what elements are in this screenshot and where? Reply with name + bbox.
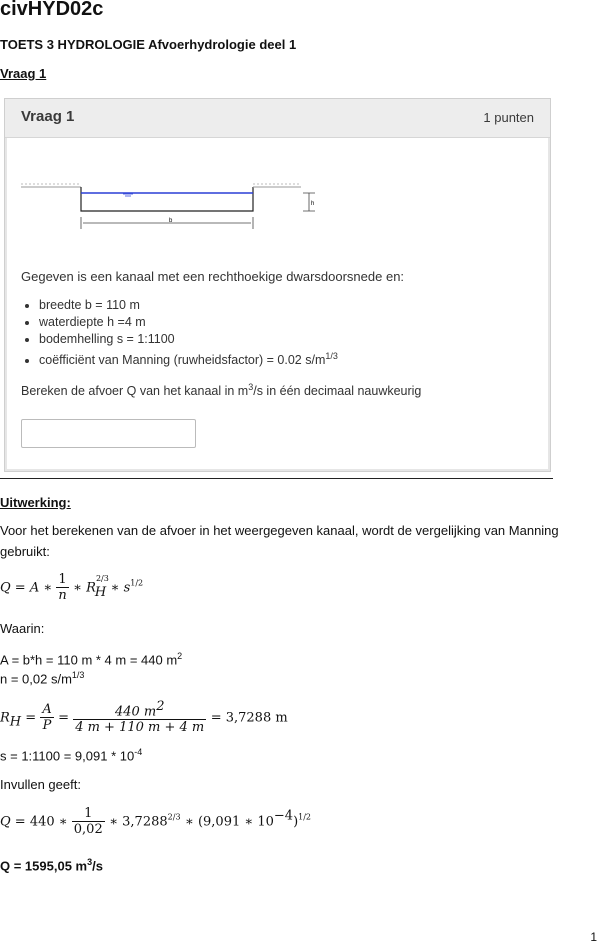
given-values-list: [21, 297, 338, 369]
question-card: [4, 98, 551, 472]
roughness-value: n = 0,02 $s/m^{1/3}$: [0, 670, 85, 687]
answer-input[interactable]: [21, 419, 196, 448]
list-item: • breedte b = 110 m: [39, 297, 338, 314]
list-item: • waterdiepte h =4 m: [39, 314, 338, 331]
slope-calculation: s = 1:1100 = $9,091 * 10^{-4}$: [0, 747, 143, 764]
where-label: Waarin:: [0, 621, 45, 636]
solution-intro-line-1: Voor het berekenen van de afvoer in het weergegeven kanaal, wordt de vergelijking van Manning: [0, 523, 559, 538]
substituted-formula: Q = 440 ∗ $\frac{1}{0,02}$ ∗ $3,7288^{2/3}$ ∗ (9,091 ∗ $10^{-4})^{1/2}$: [0, 806, 312, 837]
document-subtitle: TOETS 3 HYDROLOGIE Afvoerhydrologie deel 1: [0, 37, 297, 52]
question-prompt: Bereken de afvoer Q van het kanaal in $m^3/s$ in één decimaal nauwkeurig: [21, 382, 422, 399]
manning-formula: Q = A ∗ $\frac{1}{n}$ ∗ $R^{2/3}_H$ ∗ $s^{1/2}$: [0, 572, 144, 603]
divider: [0, 478, 553, 479]
question-intro: Gegeven is een kanaal met een rechthoekige dwarsdoorsnede en:: [21, 269, 405, 284]
question-title: Vraag 1: [21, 108, 75, 125]
question-reference: Vraag 1: [0, 66, 47, 81]
width-label: b: [169, 218, 173, 224]
final-result: Q = 1595,05 $m^3/s$: [0, 857, 103, 874]
hydraulic-radius-formula: $R_H$ = $\frac{A}{P}$ = $\frac{440 m^2}{4 m + 110 m + 4 m}$ = 3,7288 m: [0, 699, 288, 736]
height-label: h: [311, 201, 315, 207]
solution-intro-line-2: gebruikt:: [0, 544, 50, 559]
question-points: 1 punten: [483, 110, 534, 125]
question-card-header: [5, 99, 550, 138]
document-title: civHYD02c: [0, 0, 104, 20]
solution-heading: Uitwerking:: [0, 495, 71, 510]
area-calculation: A = b*h = 110 m * 4 m = 440 $m^2$: [0, 651, 183, 668]
list-item: • coëfficiënt van Manning (ruwheidsfactor) = 0.02 $s/m^{1/3}$: [39, 348, 338, 369]
substitution-label: Invullen geeft:: [0, 777, 81, 792]
list-item: • bodemhelling s = 1:1100: [39, 331, 338, 348]
page-number: 1: [590, 930, 597, 944]
channel-cross-section-diagram: [21, 179, 321, 239]
